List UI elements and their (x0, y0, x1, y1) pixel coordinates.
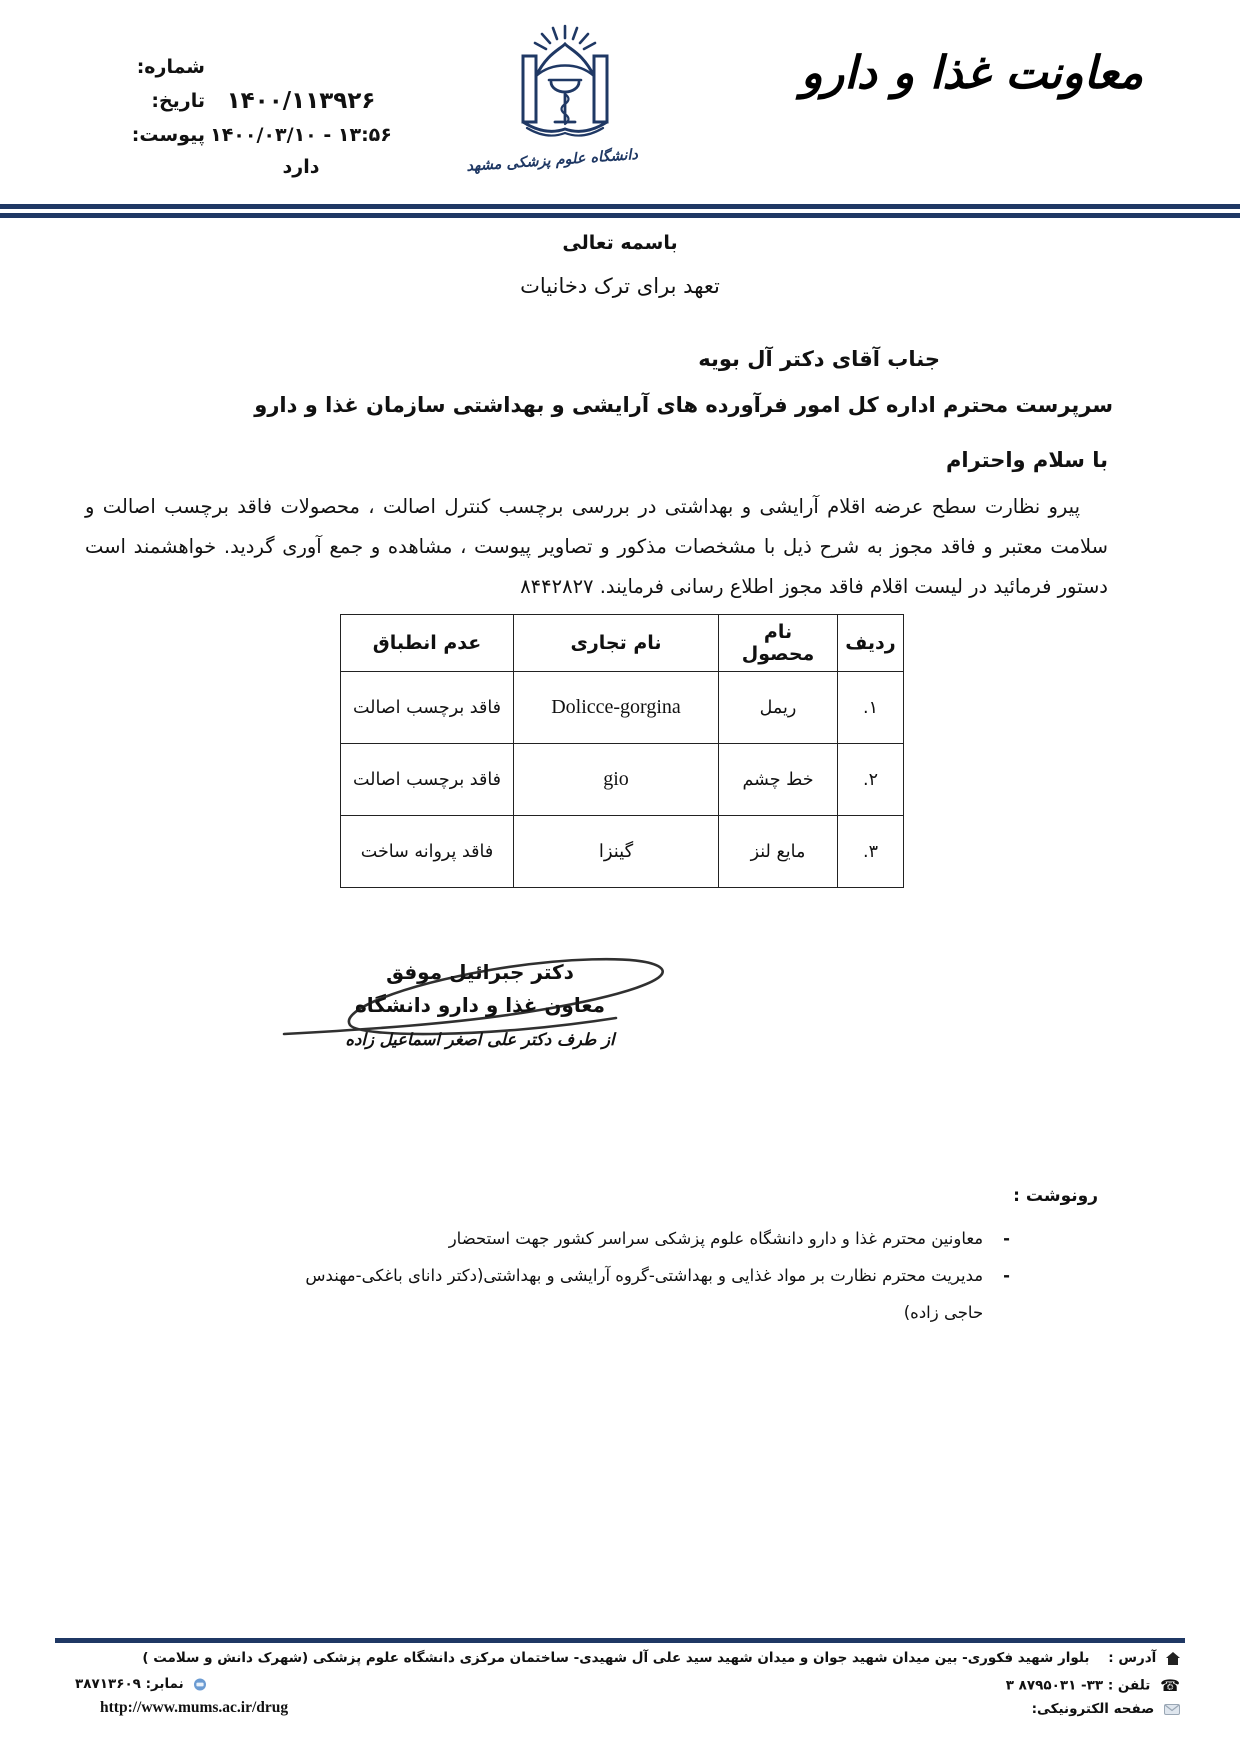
products-table (340, 614, 904, 888)
addressee-block (254, 336, 1113, 428)
phone-icon: ☎ (1160, 1676, 1180, 1695)
footer-fax-value: ۳۸۷۱۳۶۰۹ (75, 1676, 141, 1692)
header-divider (0, 204, 1240, 218)
cc-item-text: معاونین محترم غذا و دارو دانشگاه علوم پزشکی سراسر کشور جهت استحضار (448, 1229, 984, 1248)
university-emblem-icon (497, 24, 633, 148)
letter-number-label: شماره: (136, 56, 205, 78)
cc-label: رونوشت : (1013, 1186, 1098, 1206)
cell-row-number: ۱. (838, 672, 904, 744)
deputy-title: معاونت غذا و دارو (800, 46, 1144, 99)
letter-date-label: تاریخ: (151, 90, 205, 112)
salutation: با سلام واحترام (946, 448, 1108, 472)
signer-name: دکتر جبرائیل موفق (386, 960, 574, 984)
footer-webpage-label: صفحه الکترونیکی: (1031, 1701, 1155, 1717)
footer-address-line (142, 1650, 1180, 1666)
cell-brand: gio (514, 744, 719, 816)
col-header-row-number: ردیف (838, 615, 904, 672)
signer-title: معاون غذا و دارو دانشگاه (354, 993, 606, 1017)
letter-attachment-label: پیوست: (131, 124, 205, 146)
cell-row-number: ۳. (838, 816, 904, 888)
table-row (341, 744, 904, 816)
mail-icon (1164, 1704, 1180, 1715)
university-logo (465, 24, 639, 175)
cc-dash: - (1003, 1266, 1010, 1285)
footer-phone-line (1006, 1676, 1180, 1695)
table-header-row (341, 615, 904, 672)
cell-issue: فاقد پروانه ساخت (341, 816, 514, 888)
addressee-position: سرپرست محترم اداره کل امور فرآورده های آرایشی و بهداشتی سازمان غذا و دارو (254, 393, 1113, 417)
cell-issue: فاقد برچسب اصالت (341, 672, 514, 744)
letter-subject: تعهد برای ترک دخانیات (520, 274, 720, 298)
cell-brand: Dolicce-gorgina (514, 672, 719, 744)
letter-date-value: ۱۳:۵۶ - ۱۴۰۰/۰۳/۱۰ (210, 124, 392, 146)
divider-bar-bottom (0, 213, 1240, 218)
table-row (341, 816, 904, 888)
footer-fax-label: نمابر: (145, 1676, 184, 1692)
addressee-name: جناب آقای دکتر آل بویه (698, 347, 940, 371)
footer-phone-label: تلفن : (1107, 1677, 1151, 1694)
bismillah: باسمه تعالی (562, 232, 678, 254)
cc-item (290, 1220, 1010, 1257)
cc-item-text: مدیریت محترم نظارت بر مواد غذایی و بهداشتی-گروه آرایشی و بهداشتی(دکتر دانای باغکی-مهندس حاجی زاده) (305, 1266, 984, 1322)
cell-product: ریمل (719, 672, 838, 744)
cell-product: مایع لنز (719, 816, 838, 888)
footer-address-value: بلوار شهید فکوری- بین میدان شهید جوان و میدان شهید سید علی آل شهیدی- ساختمان مرکزی دانشگاه علوم پزشکی (شهرک دانش و سلامت ) (142, 1650, 1090, 1666)
signature-block (280, 960, 680, 1049)
footer-webpage-line (1032, 1701, 1180, 1717)
cc-item (290, 1257, 1010, 1331)
footer-divider (55, 1638, 1185, 1643)
footer-website-url: http://www.mums.ac.ir/drug (100, 1699, 289, 1716)
footer-fax-line (75, 1676, 207, 1692)
cell-issue: فاقد برچسب اصالت (341, 744, 514, 816)
letter-meta-block (75, 56, 397, 178)
footer-phone-value: ۳ ۸۷۹۵۰۳۱ -۳۳ (1005, 1677, 1104, 1694)
cc-dash: - (1003, 1229, 1010, 1248)
letter-attachment-value: دارد (282, 156, 320, 178)
house-icon (1166, 1652, 1180, 1665)
university-name: دانشگاه علوم پزشکی مشهد (465, 146, 639, 175)
footer-address-label: آدرس : (1108, 1650, 1157, 1666)
letter-body-paragraph: پیرو نظارت سطح عرضه اقلام آرایشی و بهداشتی در بررسی برچسب کنترل اصالت ، محصولات فاقد برچسب اصالت و سلامت معتبر و فاقد مجوز به شرح ذیل با مشخصات مذکور و تصاویر پیوست ، مشاهده و جمع آوری گردید. خواهشمند است دستور فرمائید در لیست اقلام فاقد مجوز اطلاع رسانی فرمایند. ۸۴۴۲۸۲۷ (85, 495, 1108, 598)
cc-list (290, 1220, 1010, 1331)
col-header-brand: نام تجاری (514, 615, 719, 672)
cell-row-number: ۲. (838, 744, 904, 816)
on-behalf-note: از طرف دکتر علی اصغر اسماعیل زاده (345, 1030, 615, 1049)
col-header-product: نام محصول (719, 615, 838, 672)
col-header-issue: عدم انطباق (341, 615, 514, 672)
letter-number-value: ۱۴۰۰/۱۱۳۹۲۶ (226, 88, 376, 114)
cell-product: خط چشم (719, 744, 838, 816)
table-row (341, 672, 904, 744)
cell-brand: گینزا (514, 816, 719, 888)
fax-icon (193, 1678, 207, 1691)
